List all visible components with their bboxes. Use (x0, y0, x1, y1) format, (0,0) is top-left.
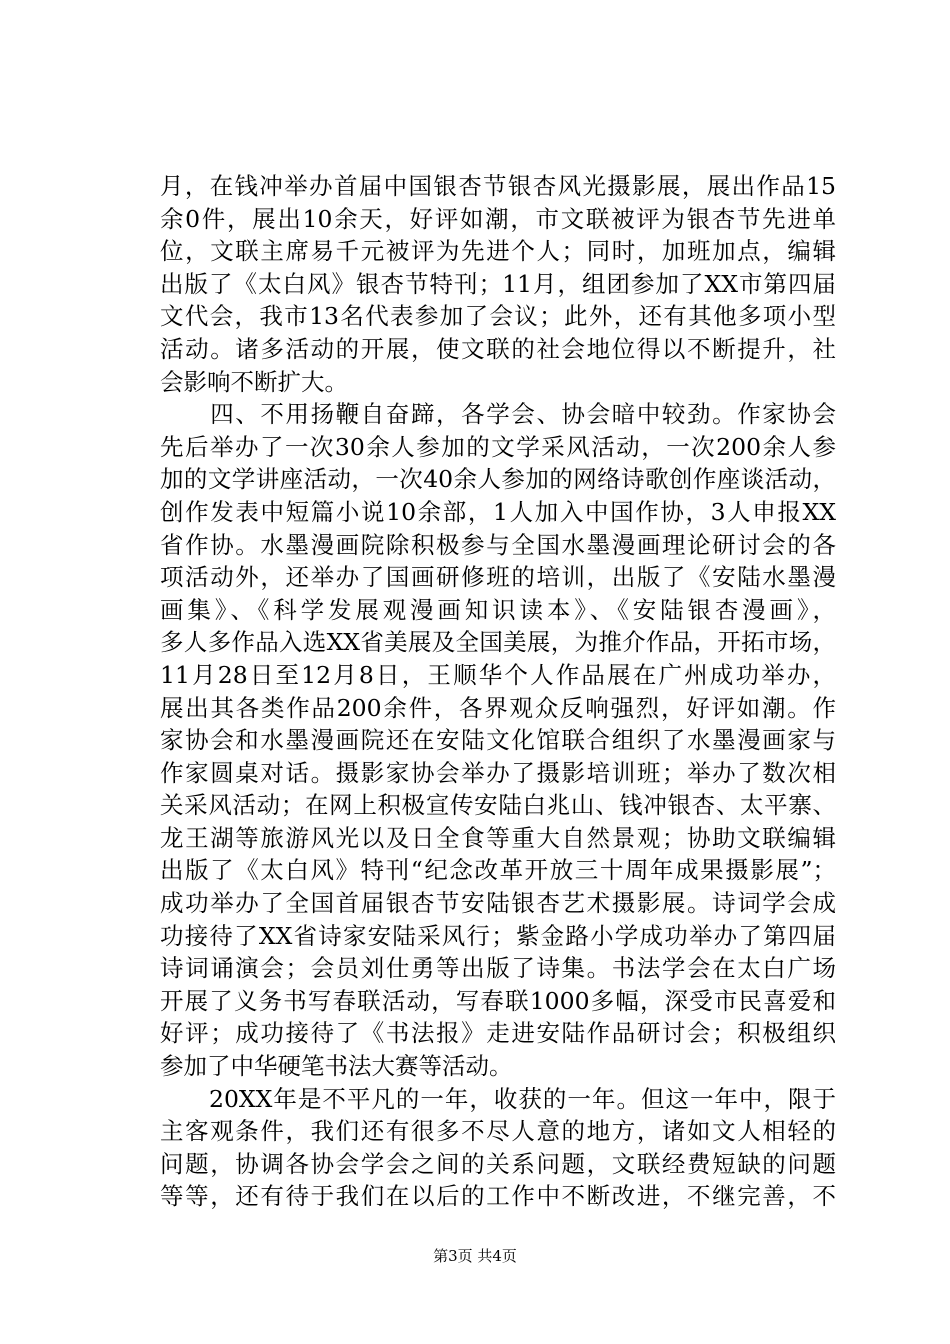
text-line: 出版了《太白风》特刊“纪念改革开放三十周年成果摄影展”； (160, 856, 836, 885)
text-line: 关采风活动；在网上积极宣传安陆白兆山、钱冲银杏、太平寨、 (160, 791, 836, 820)
text-line: 功接待了XX省诗家安陆采风行；紫金路小学成功举办了第四届 (160, 921, 836, 950)
text-line: 好评；成功接待了《书法报》走进安陆作品研讨会；积极组织 (160, 1019, 836, 1048)
text-line: 先后举办了一次30余人参加的文学采风活动，一次200余人参 (160, 432, 836, 461)
text-line: 文代会，我市13名代表参加了会议；此外，还有其他多项小型 (160, 302, 836, 331)
text-line: 项活动外，还举办了国画研修班的培训，出版了《安陆水墨漫 (160, 563, 836, 592)
text-line: 多人多作品入选XX省美展及全国美展，为推介作品，开拓市场， (160, 628, 836, 657)
text-line: 创作发表中短篇小说10余部，1人加入中国作协，3人申报XX (160, 497, 836, 526)
text-line: 等等，还有待于我们在以后的工作中不断改进，不继完善，不 (160, 1182, 836, 1211)
text-line: 会影响不断扩大。 (160, 367, 348, 396)
document-body (160, 170, 836, 1213)
text-line: 参加了中华硬笔书法大赛等活动。 (160, 1052, 513, 1081)
text-line: 诗词诵演会；会员刘仕勇等出版了诗集。书法学会在太白广场 (160, 954, 836, 983)
text-line: 主客观条件，我们还有很多不尽人意的地方，诸如文人相轻的 (160, 1117, 836, 1146)
text-line: 成功举办了全国首届银杏节安陆银杏艺术摄影展。诗词学会成 (160, 889, 836, 918)
text-line: 省作协。水墨漫画院除积极参与全国水墨漫画理论研讨会的各 (160, 530, 836, 559)
text-line: 开展了义务书写春联活动，写春联1000多幅，深受市民喜爱和 (160, 986, 836, 1015)
text-line: 11月28日至12月8日，王顺华个人作品展在广州成功举办， (160, 660, 836, 689)
text-line: 四、不用扬鞭自奋蹄，各学会、协会暗中较劲。作家协会 (160, 400, 836, 429)
text-line: 加的文学讲座活动，一次40余人参加的网络诗歌创作座谈活动， (160, 465, 836, 494)
text-line: 出版了《太白风》银杏节特刊；11月，组团参加了XX市第四届 (160, 269, 836, 298)
text-line: 位，文联主席易千元被评为先进个人；同时，加班加点，编辑 (160, 237, 836, 266)
text-line: 作家圆桌对话。摄影家协会举办了摄影培训班；举办了数次相 (160, 758, 836, 787)
text-line: 展出其各类作品200余件，各界观众反响强烈，好评如潮。作 (160, 693, 836, 722)
text-line: 月，在钱冲举办首届中国银杏节银杏风光摄影展，展出作品15 (160, 172, 836, 200)
text-line: 问题，协调各协会学会之间的关系问题，文联经费短缺的问题 (160, 1149, 836, 1178)
text-line: 龙王湖等旅游风光以及日全食等重大自然景观；协助文联编辑 (160, 823, 836, 852)
text-line: 家协会和水墨漫画院还在安陆文化馆联合组织了水墨漫画家与 (160, 726, 836, 755)
page-number-footer: 第3页 共4页 (433, 1247, 517, 1265)
text-line: 20XX年是不平凡的一年，收获的一年。但这一年中，限于 (160, 1084, 836, 1113)
text-line: 活动。诸多活动的开展，使文联的社会地位得以不断提升，社 (160, 334, 836, 363)
text-line: 余0件，展出10余天，好评如潮，市文联被评为银杏节先进单 (160, 204, 836, 233)
text-line: 画集》、《科学发展观漫画知识读本》、《安陆银杏漫画》， (160, 595, 836, 624)
